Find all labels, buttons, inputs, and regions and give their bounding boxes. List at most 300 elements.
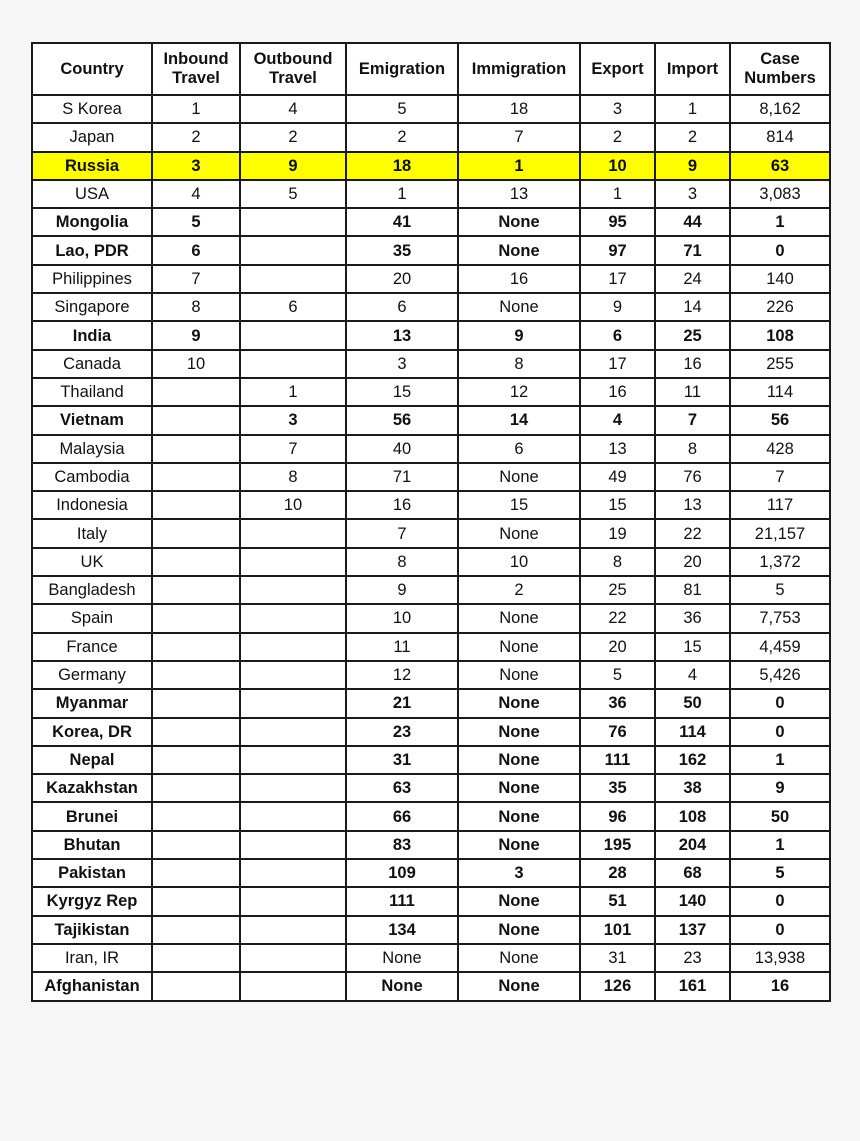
cell-outbound-travel: 5	[240, 180, 346, 208]
cell-country: Lao, PDR	[32, 236, 152, 264]
cell-import: 44	[655, 208, 730, 236]
table-row	[32, 831, 830, 859]
cell-import: 1	[655, 95, 730, 123]
cell-case-numbers: 5,426	[730, 661, 830, 689]
cell-outbound-travel	[240, 718, 346, 746]
table-row	[32, 802, 830, 830]
cell-outbound-travel	[240, 604, 346, 632]
cell-country: Spain	[32, 604, 152, 632]
cell-immigration: None	[458, 604, 580, 632]
cell-immigration: None	[458, 293, 580, 321]
cell-immigration: 7	[458, 123, 580, 151]
cell-country: Mongolia	[32, 208, 152, 236]
cell-emigration: 10	[346, 604, 458, 632]
cell-import: 3	[655, 180, 730, 208]
cell-import: 81	[655, 576, 730, 604]
cell-country: Kyrgyz Rep	[32, 887, 152, 915]
cell-country: Kazakhstan	[32, 774, 152, 802]
cell-case-numbers: 428	[730, 435, 830, 463]
cell-case-numbers: 0	[730, 887, 830, 915]
cell-outbound-travel	[240, 208, 346, 236]
cell-export: 3	[580, 95, 655, 123]
cell-country: Brunei	[32, 802, 152, 830]
cell-country: France	[32, 633, 152, 661]
cell-emigration: 63	[346, 774, 458, 802]
cell-immigration: 8	[458, 350, 580, 378]
cell-case-numbers: 16	[730, 972, 830, 1000]
cell-outbound-travel: 6	[240, 293, 346, 321]
table-body	[32, 95, 830, 1001]
cell-outbound-travel	[240, 859, 346, 887]
cell-export: 22	[580, 604, 655, 632]
cell-immigration: None	[458, 519, 580, 547]
cell-import: 14	[655, 293, 730, 321]
cell-emigration: 9	[346, 576, 458, 604]
cell-country: Malaysia	[32, 435, 152, 463]
country-data-table	[31, 42, 831, 1002]
cell-emigration: 7	[346, 519, 458, 547]
cell-export: 195	[580, 831, 655, 859]
cell-export: 36	[580, 689, 655, 717]
header-case-numbers: Case Numbers	[730, 43, 830, 95]
cell-immigration: 2	[458, 576, 580, 604]
cell-immigration: None	[458, 944, 580, 972]
cell-export: 20	[580, 633, 655, 661]
cell-immigration: None	[458, 718, 580, 746]
cell-emigration: 20	[346, 265, 458, 293]
cell-import: 13	[655, 491, 730, 519]
cell-case-numbers: 0	[730, 718, 830, 746]
cell-country: India	[32, 321, 152, 349]
cell-immigration: 13	[458, 180, 580, 208]
cell-case-numbers: 5	[730, 576, 830, 604]
cell-outbound-travel	[240, 887, 346, 915]
header-export: Export	[580, 43, 655, 95]
cell-inbound-travel	[152, 435, 240, 463]
table-row	[32, 406, 830, 434]
cell-case-numbers: 114	[730, 378, 830, 406]
cell-case-numbers: 63	[730, 152, 830, 180]
table-row	[32, 236, 830, 264]
cell-inbound-travel: 4	[152, 180, 240, 208]
cell-outbound-travel	[240, 916, 346, 944]
cell-case-numbers: 21,157	[730, 519, 830, 547]
cell-case-numbers: 50	[730, 802, 830, 830]
cell-immigration: None	[458, 774, 580, 802]
cell-country: Canada	[32, 350, 152, 378]
cell-outbound-travel	[240, 831, 346, 859]
cell-inbound-travel: 2	[152, 123, 240, 151]
cell-export: 76	[580, 718, 655, 746]
cell-outbound-travel	[240, 548, 346, 576]
cell-emigration: 15	[346, 378, 458, 406]
table-row	[32, 944, 830, 972]
cell-case-numbers: 4,459	[730, 633, 830, 661]
cell-inbound-travel	[152, 548, 240, 576]
cell-inbound-travel	[152, 378, 240, 406]
cell-export: 10	[580, 152, 655, 180]
cell-import: 38	[655, 774, 730, 802]
cell-emigration: 35	[346, 236, 458, 264]
cell-import: 76	[655, 463, 730, 491]
cell-case-numbers: 226	[730, 293, 830, 321]
cell-import: 11	[655, 378, 730, 406]
cell-immigration: None	[458, 661, 580, 689]
cell-country: Nepal	[32, 746, 152, 774]
cell-outbound-travel: 4	[240, 95, 346, 123]
cell-emigration: 31	[346, 746, 458, 774]
cell-immigration: 18	[458, 95, 580, 123]
cell-outbound-travel: 2	[240, 123, 346, 151]
cell-export: 95	[580, 208, 655, 236]
cell-outbound-travel: 3	[240, 406, 346, 434]
cell-export: 31	[580, 944, 655, 972]
cell-inbound-travel	[152, 746, 240, 774]
cell-immigration: 15	[458, 491, 580, 519]
cell-country: Myanmar	[32, 689, 152, 717]
cell-emigration: 5	[346, 95, 458, 123]
cell-outbound-travel	[240, 746, 346, 774]
cell-outbound-travel	[240, 265, 346, 293]
cell-emigration: 18	[346, 152, 458, 180]
table-row	[32, 519, 830, 547]
cell-case-numbers: 255	[730, 350, 830, 378]
table-row	[32, 180, 830, 208]
cell-country: Tajikistan	[32, 916, 152, 944]
cell-inbound-travel	[152, 972, 240, 1000]
cell-emigration: 111	[346, 887, 458, 915]
table-row	[32, 123, 830, 151]
cell-import: 36	[655, 604, 730, 632]
cell-immigration: None	[458, 208, 580, 236]
cell-import: 108	[655, 802, 730, 830]
cell-case-numbers: 13,938	[730, 944, 830, 972]
cell-export: 28	[580, 859, 655, 887]
cell-case-numbers: 108	[730, 321, 830, 349]
table-row	[32, 774, 830, 802]
cell-immigration: 10	[458, 548, 580, 576]
cell-inbound-travel	[152, 633, 240, 661]
cell-export: 9	[580, 293, 655, 321]
cell-immigration: 9	[458, 321, 580, 349]
cell-inbound-travel	[152, 944, 240, 972]
cell-country: Germany	[32, 661, 152, 689]
cell-immigration: None	[458, 802, 580, 830]
cell-inbound-travel	[152, 661, 240, 689]
cell-immigration: 14	[458, 406, 580, 434]
table-row	[32, 661, 830, 689]
cell-emigration: 1	[346, 180, 458, 208]
cell-outbound-travel: 7	[240, 435, 346, 463]
table-row	[32, 916, 830, 944]
cell-inbound-travel	[152, 774, 240, 802]
cell-emigration: 41	[346, 208, 458, 236]
cell-country: Bhutan	[32, 831, 152, 859]
cell-outbound-travel	[240, 576, 346, 604]
cell-outbound-travel	[240, 661, 346, 689]
cell-case-numbers: 140	[730, 265, 830, 293]
cell-outbound-travel	[240, 972, 346, 1000]
cell-case-numbers: 1	[730, 746, 830, 774]
cell-import: 114	[655, 718, 730, 746]
cell-country: Italy	[32, 519, 152, 547]
cell-case-numbers: 8,162	[730, 95, 830, 123]
header-row	[32, 43, 830, 95]
cell-export: 4	[580, 406, 655, 434]
cell-inbound-travel	[152, 887, 240, 915]
cell-export: 17	[580, 350, 655, 378]
cell-inbound-travel	[152, 831, 240, 859]
cell-outbound-travel	[240, 633, 346, 661]
cell-inbound-travel: 8	[152, 293, 240, 321]
cell-import: 22	[655, 519, 730, 547]
cell-outbound-travel	[240, 944, 346, 972]
cell-import: 24	[655, 265, 730, 293]
cell-country: S Korea	[32, 95, 152, 123]
cell-import: 137	[655, 916, 730, 944]
cell-inbound-travel: 10	[152, 350, 240, 378]
table-row	[32, 378, 830, 406]
cell-import: 4	[655, 661, 730, 689]
cell-inbound-travel: 1	[152, 95, 240, 123]
cell-immigration: None	[458, 633, 580, 661]
cell-country: Bangladesh	[32, 576, 152, 604]
cell-country: UK	[32, 548, 152, 576]
cell-country: Russia	[32, 152, 152, 180]
cell-emigration: 12	[346, 661, 458, 689]
cell-immigration: None	[458, 916, 580, 944]
cell-country: Indonesia	[32, 491, 152, 519]
cell-immigration: None	[458, 236, 580, 264]
cell-country: Pakistan	[32, 859, 152, 887]
header-outbound-travel: Outbound Travel	[240, 43, 346, 95]
cell-case-numbers: 5	[730, 859, 830, 887]
cell-export: 5	[580, 661, 655, 689]
cell-inbound-travel	[152, 406, 240, 434]
cell-emigration: 40	[346, 435, 458, 463]
cell-emigration: None	[346, 972, 458, 1000]
cell-inbound-travel	[152, 519, 240, 547]
cell-immigration: None	[458, 746, 580, 774]
header-immigration: Immigration	[458, 43, 580, 95]
cell-inbound-travel	[152, 859, 240, 887]
cell-export: 51	[580, 887, 655, 915]
cell-export: 126	[580, 972, 655, 1000]
cell-outbound-travel: 10	[240, 491, 346, 519]
cell-export: 6	[580, 321, 655, 349]
cell-case-numbers: 56	[730, 406, 830, 434]
table-row	[32, 746, 830, 774]
cell-import: 25	[655, 321, 730, 349]
cell-immigration: 6	[458, 435, 580, 463]
data-table-container	[31, 42, 831, 1002]
table-row	[32, 689, 830, 717]
cell-import: 162	[655, 746, 730, 774]
cell-inbound-travel	[152, 491, 240, 519]
cell-emigration: 21	[346, 689, 458, 717]
table-row	[32, 491, 830, 519]
table-row	[32, 604, 830, 632]
cell-emigration: 13	[346, 321, 458, 349]
cell-export: 19	[580, 519, 655, 547]
cell-case-numbers: 7,753	[730, 604, 830, 632]
cell-export: 17	[580, 265, 655, 293]
table-row	[32, 718, 830, 746]
cell-export: 101	[580, 916, 655, 944]
cell-emigration: 56	[346, 406, 458, 434]
cell-country: Cambodia	[32, 463, 152, 491]
cell-country: Thailand	[32, 378, 152, 406]
cell-import: 15	[655, 633, 730, 661]
cell-emigration: None	[346, 944, 458, 972]
cell-outbound-travel	[240, 236, 346, 264]
cell-import: 204	[655, 831, 730, 859]
cell-inbound-travel: 3	[152, 152, 240, 180]
cell-emigration: 16	[346, 491, 458, 519]
cell-country: Philippines	[32, 265, 152, 293]
cell-emigration: 109	[346, 859, 458, 887]
cell-outbound-travel: 8	[240, 463, 346, 491]
cell-case-numbers: 1	[730, 208, 830, 236]
cell-country: USA	[32, 180, 152, 208]
cell-immigration: None	[458, 887, 580, 915]
cell-import: 2	[655, 123, 730, 151]
cell-case-numbers: 814	[730, 123, 830, 151]
cell-emigration: 83	[346, 831, 458, 859]
cell-emigration: 6	[346, 293, 458, 321]
table-row	[32, 350, 830, 378]
cell-immigration: None	[458, 463, 580, 491]
cell-case-numbers: 0	[730, 916, 830, 944]
cell-import: 140	[655, 887, 730, 915]
cell-import: 20	[655, 548, 730, 576]
cell-case-numbers: 3,083	[730, 180, 830, 208]
cell-immigration: None	[458, 689, 580, 717]
cell-country: Singapore	[32, 293, 152, 321]
cell-export: 111	[580, 746, 655, 774]
table-row	[32, 208, 830, 236]
cell-case-numbers: 1,372	[730, 548, 830, 576]
header-inbound-travel: Inbound Travel	[152, 43, 240, 95]
cell-outbound-travel	[240, 689, 346, 717]
cell-emigration: 8	[346, 548, 458, 576]
cell-import: 16	[655, 350, 730, 378]
cell-case-numbers: 9	[730, 774, 830, 802]
table-row	[32, 972, 830, 1000]
table-row	[32, 633, 830, 661]
cell-import: 7	[655, 406, 730, 434]
cell-outbound-travel	[240, 519, 346, 547]
table-row	[32, 152, 830, 180]
cell-emigration: 23	[346, 718, 458, 746]
header-emigration: Emigration	[346, 43, 458, 95]
cell-inbound-travel: 9	[152, 321, 240, 349]
cell-inbound-travel: 5	[152, 208, 240, 236]
cell-inbound-travel	[152, 718, 240, 746]
table-row	[32, 265, 830, 293]
cell-emigration: 71	[346, 463, 458, 491]
table-row	[32, 463, 830, 491]
cell-country: Vietnam	[32, 406, 152, 434]
cell-country: Iran, IR	[32, 944, 152, 972]
cell-export: 1	[580, 180, 655, 208]
cell-export: 49	[580, 463, 655, 491]
cell-immigration: None	[458, 972, 580, 1000]
cell-export: 25	[580, 576, 655, 604]
header-import: Import	[655, 43, 730, 95]
table-row	[32, 548, 830, 576]
cell-emigration: 66	[346, 802, 458, 830]
cell-immigration: 3	[458, 859, 580, 887]
cell-immigration: 1	[458, 152, 580, 180]
cell-import: 50	[655, 689, 730, 717]
table-row	[32, 435, 830, 463]
cell-country: Korea, DR	[32, 718, 152, 746]
cell-emigration: 134	[346, 916, 458, 944]
cell-inbound-travel	[152, 916, 240, 944]
cell-import: 8	[655, 435, 730, 463]
cell-import: 71	[655, 236, 730, 264]
cell-export: 16	[580, 378, 655, 406]
table-row	[32, 293, 830, 321]
cell-outbound-travel	[240, 350, 346, 378]
cell-import: 9	[655, 152, 730, 180]
table-row	[32, 576, 830, 604]
cell-inbound-travel	[152, 802, 240, 830]
table-row	[32, 95, 830, 123]
cell-immigration: 12	[458, 378, 580, 406]
cell-export: 13	[580, 435, 655, 463]
cell-inbound-travel	[152, 689, 240, 717]
cell-case-numbers: 0	[730, 689, 830, 717]
cell-import: 23	[655, 944, 730, 972]
cell-inbound-travel: 6	[152, 236, 240, 264]
cell-case-numbers: 0	[730, 236, 830, 264]
cell-outbound-travel	[240, 774, 346, 802]
cell-inbound-travel: 7	[152, 265, 240, 293]
cell-export: 96	[580, 802, 655, 830]
cell-emigration: 11	[346, 633, 458, 661]
cell-export: 2	[580, 123, 655, 151]
cell-outbound-travel: 1	[240, 378, 346, 406]
cell-case-numbers: 117	[730, 491, 830, 519]
cell-inbound-travel	[152, 463, 240, 491]
cell-immigration: None	[458, 831, 580, 859]
cell-import: 68	[655, 859, 730, 887]
cell-outbound-travel	[240, 321, 346, 349]
cell-country: Japan	[32, 123, 152, 151]
cell-case-numbers: 1	[730, 831, 830, 859]
cell-country: Afghanistan	[32, 972, 152, 1000]
cell-case-numbers: 7	[730, 463, 830, 491]
cell-immigration: 16	[458, 265, 580, 293]
cell-export: 8	[580, 548, 655, 576]
table-row	[32, 859, 830, 887]
cell-inbound-travel	[152, 576, 240, 604]
table-row	[32, 887, 830, 915]
cell-import: 161	[655, 972, 730, 1000]
cell-outbound-travel	[240, 802, 346, 830]
cell-export: 35	[580, 774, 655, 802]
table-row	[32, 321, 830, 349]
cell-emigration: 3	[346, 350, 458, 378]
cell-export: 97	[580, 236, 655, 264]
cell-export: 15	[580, 491, 655, 519]
header-country: Country	[32, 43, 152, 95]
cell-emigration: 2	[346, 123, 458, 151]
cell-outbound-travel: 9	[240, 152, 346, 180]
cell-inbound-travel	[152, 604, 240, 632]
